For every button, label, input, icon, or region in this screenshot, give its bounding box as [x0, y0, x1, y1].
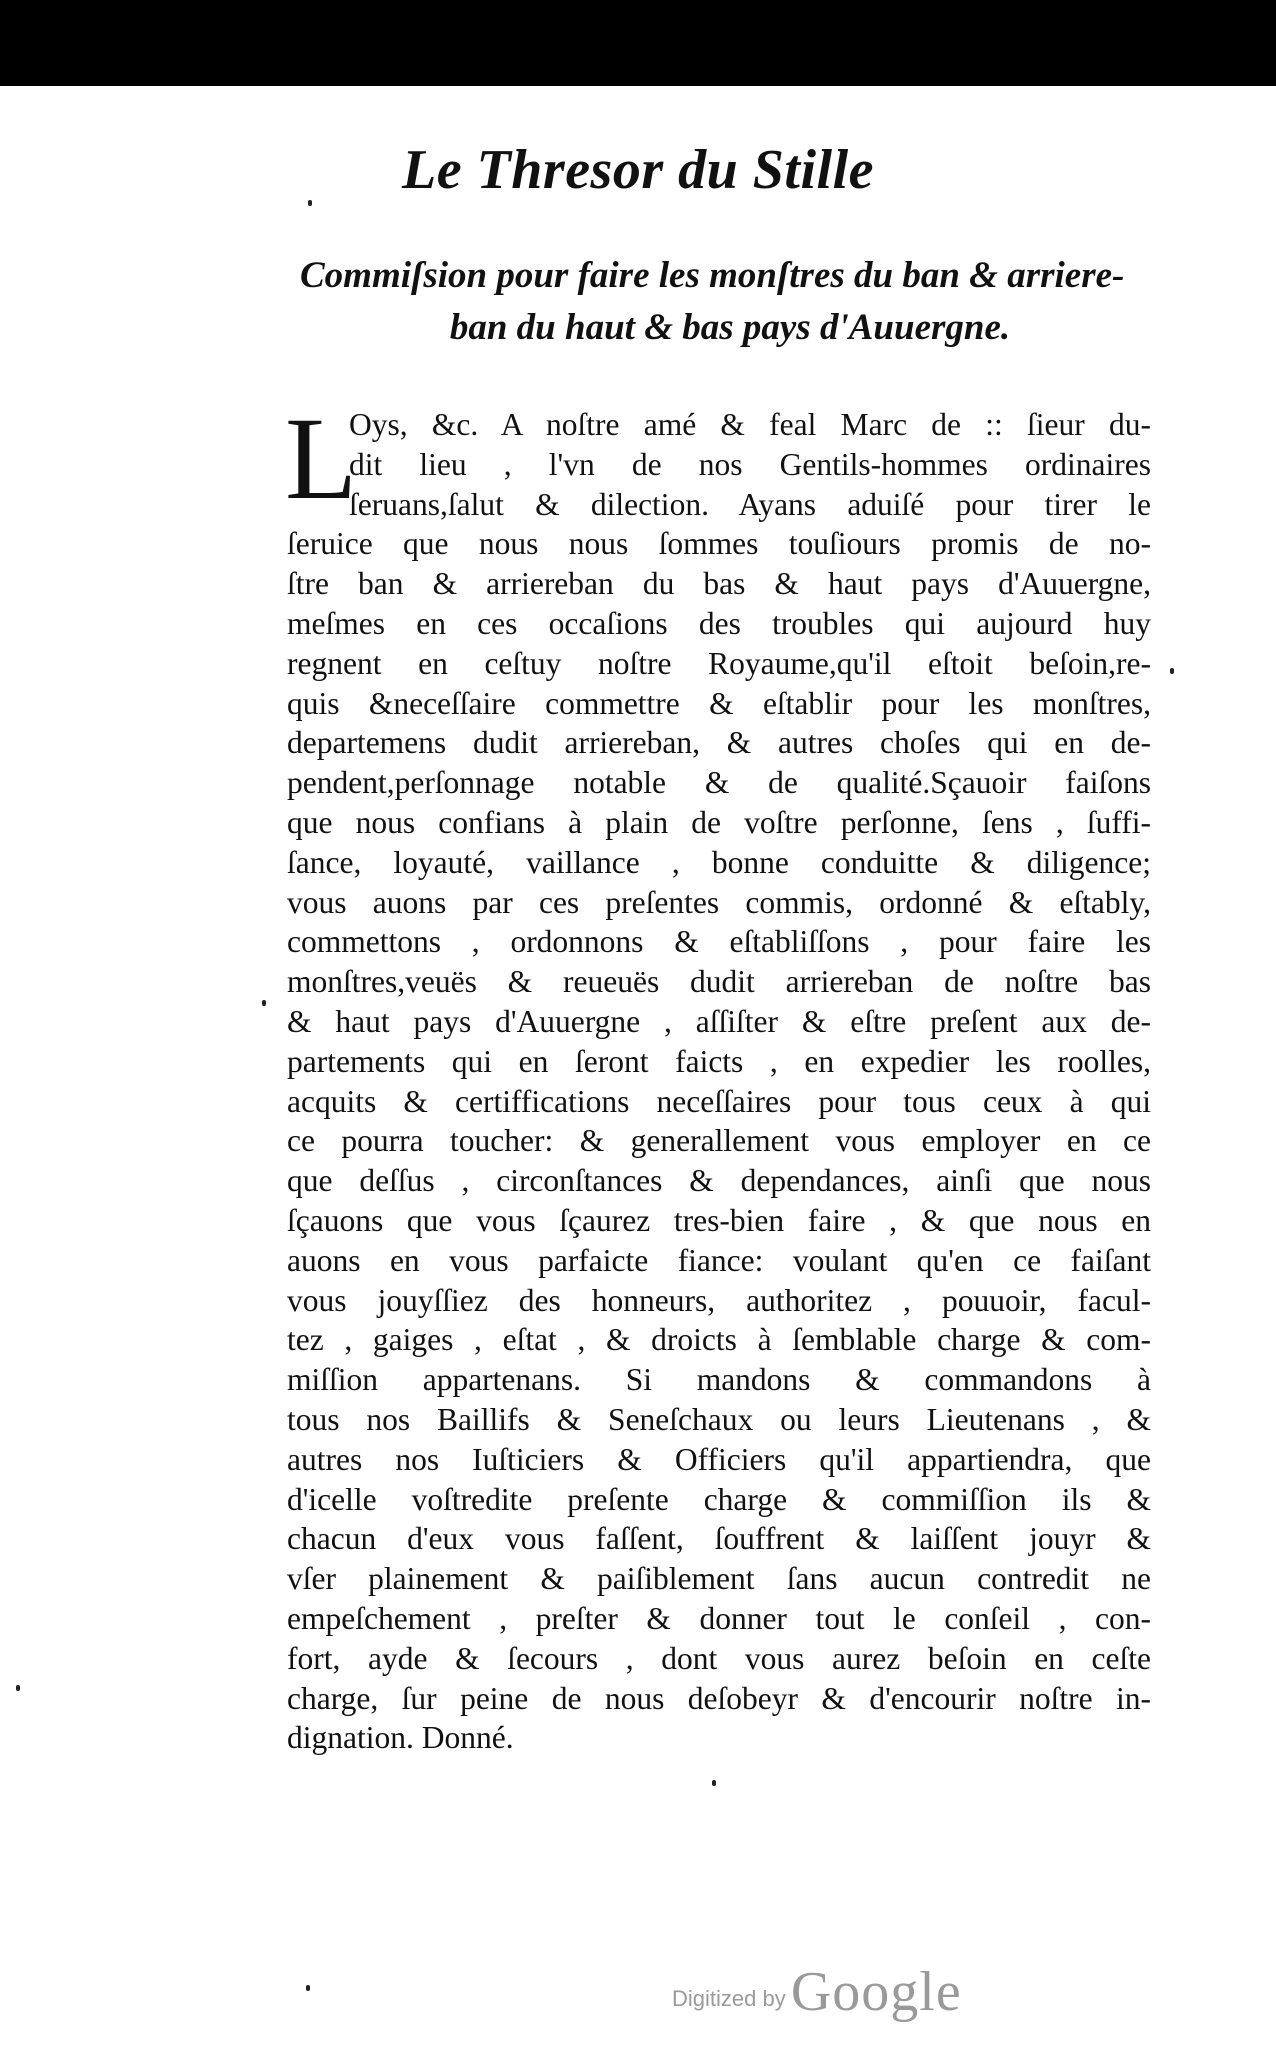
running-head: Le Thresor du Stille [401, 139, 875, 201]
text-line: dignation. Donné. [287, 1720, 514, 1756]
watermark-prefix: Digitized by [672, 1986, 786, 2011]
text-line: ſeruans,ſalut & dilection. Ayans aduiſé pour tirer le [349, 486, 1151, 522]
text-line: quis &neceſſaire commettre & eſtablir pour les monſtres, [287, 685, 1151, 721]
text-line: vous jouyſſiez des honneurs, authoritez , pouuoir, facul- [287, 1282, 1151, 1318]
text-line: pendent,perſonnage notable & de qualité.Sçauoir faiſons [287, 765, 1151, 801]
text-line: commettons , ordonnons & eſtabliſſons , pour faire les [287, 924, 1151, 960]
text-line: departemens dudit arriereban, & autres choſes qui en de- [287, 725, 1151, 761]
text-line: auons en vous parfaicte fiance: voulant qu'en ce faiſant [287, 1242, 1151, 1278]
text-line: autres nos Iuſticiers & Officiers qu'il appartiendra, que [287, 1441, 1151, 1477]
text-line: ce pourra toucher: & generallement vous employer en ce [287, 1123, 1151, 1159]
text-line: fort, ayde & ſecours , dont vous aurez beſoin en ceſte [287, 1640, 1151, 1676]
text-line: chacun d'eux vous faſſent, ſouffrent & laiſſent jouyr & [287, 1521, 1151, 1557]
text-line: dit lieu , l'vn de nos Gentils-hommes ordinaires [349, 446, 1151, 482]
text-line: miſſion appartenans. Si mandons & commandons à [287, 1362, 1151, 1398]
body-text [285, 393, 1151, 1758]
digitized-by-google-watermark [672, 1960, 1002, 2023]
text-line: & haut pays d'Auuergne , aſſiſter & eſtre preſent aux de- [287, 1003, 1151, 1039]
text-line: empeſchement , preſter & donner tout le conſeil , con- [287, 1600, 1151, 1636]
stray-mark [262, 1000, 266, 1006]
stray-mark [1170, 668, 1174, 674]
stray-mark [306, 1985, 310, 1991]
top-black-border [0, 0, 1276, 86]
text-line: monſtres,veuës & reueuës dudit arriereban de noſtre bas [287, 964, 1151, 1000]
text-line: tous nos Baillifs & Seneſchaux ou leurs Lieutenans , & [287, 1401, 1151, 1437]
stray-mark [16, 1685, 20, 1691]
text-line: ſçauons que vous ſçaurez tres-bien faire , & que nous en [287, 1202, 1151, 1238]
google-logo: Google [790, 1961, 962, 2023]
text-line: vſer plainement & paiſiblement ſans aucun contredit ne [287, 1561, 1151, 1597]
text-line: partements qui en ſeront faicts , en expedier les roolles, [287, 1043, 1151, 1079]
text-line: d'icelle voſtredite preſente charge & commiſſion ils & [287, 1481, 1151, 1517]
heading-line-1: Commiſsion pour faire les monſtres du ban & arriere- [300, 255, 1125, 296]
section-heading [300, 250, 1160, 354]
text-line: que nous confians à plain de voſtre perſonne, ſens , ſuffi- [287, 804, 1151, 840]
text-line: Oys, &c. A noſtre amé & feal Marc de :: ſieur du- [349, 407, 1151, 442]
text-line: ſance, loyauté, vaillance , bonne conduitte & diligence; [287, 844, 1151, 880]
text-line: charge, ſur peine de nous deſobeyr & d'encourir noſtre in- [287, 1680, 1151, 1716]
text-line: que deſſus , circonſtances & dependances, ainſi que nous [287, 1163, 1151, 1199]
text-line: regnent en ceſtuy noſtre Royaume,qu'il eſtoit beſoin,re- [287, 645, 1151, 681]
stray-mark [308, 200, 312, 206]
drop-cap: L [285, 393, 358, 524]
text-line: acquits & certiffications neceſſaires pour tous ceux à qui [287, 1083, 1151, 1119]
heading-line-2: ban du haut & bas pays d'Auuergne. [449, 307, 1011, 348]
text-line: meſmes en ces occaſions des troubles qui aujourd huy [287, 605, 1151, 641]
text-line: ſeruice que nous nous ſommes touſiours promis de no- [287, 526, 1151, 562]
text-line: ſtre ban & arriereban du bas & haut pays d'Auuergne, [287, 566, 1151, 602]
text-line: tez , gaiges , eſtat , & droicts à ſemblable charge & com- [287, 1322, 1151, 1358]
stray-mark [712, 1780, 716, 1786]
text-line: vous auons par ces preſentes commis, ordonné & eſtably, [287, 884, 1151, 920]
